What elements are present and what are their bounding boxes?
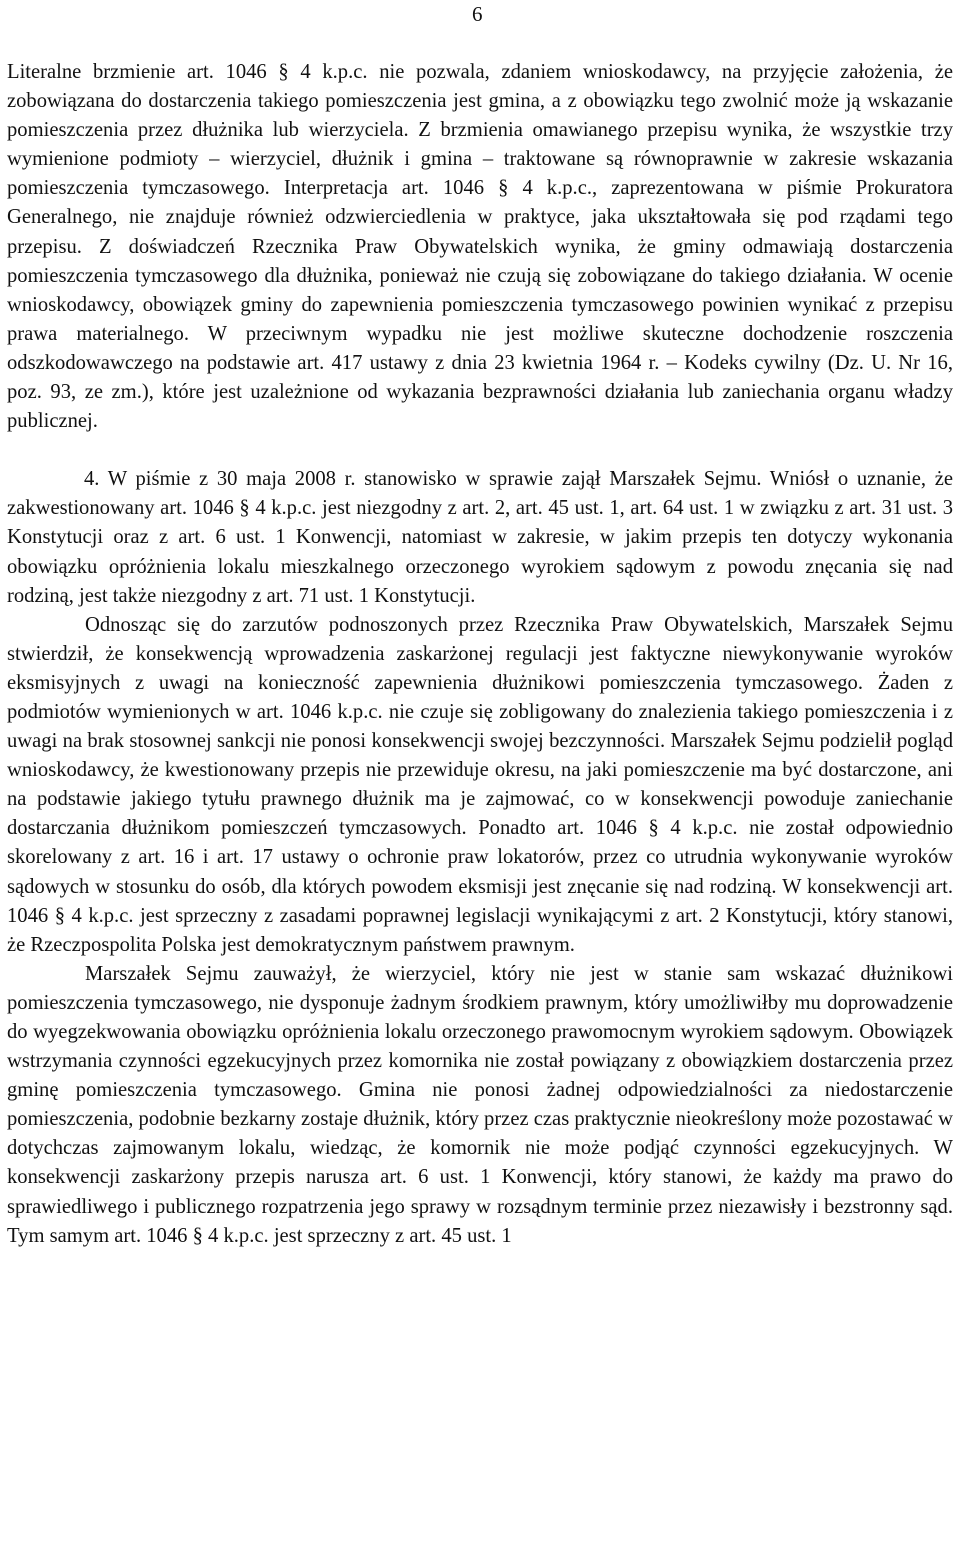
- paragraph-1: Literalne brzmienie art. 1046 § 4 k.p.c. nie pozwala, zdaniem wnioskodawcy, na przyjęcie założenia, że zobowiązana do dostarczenia takiego pomieszczenia jest gmina, a z obowiązku tego zwolnić może ją wskazanie pomieszczenia przez dłużnika lub wierzyciela. Z brzmienia omawianego przepisu wynika, że wszystkie trzy wymienione podmioty – wierzyciel, dłużnik i gmina – traktowane są równoprawnie w zakresie wskazania pomieszczenia tymczasowego. Interpretacja art. 1046 § 4 k.p.c., zaprezentowana w piśmie Prokuratora Generalnego, nie znajduje również odzwierciedlenia w praktyce, jaka ukształtowała się pod rządami tego przepisu. Z doświadczeń Rzecznika Praw Obywatelskich wynika, że gminy odmawiają dostarczenia pomieszczenia tymczasowego dla dłużnika, ponieważ nie czują się zobowiązane do takiego działania. W ocenie wnioskodawcy, obowiązek gminy do zapewnienia pomieszczenia tymczasowego powinien wynikać z przepisu prawa materialnego. W przeciwnym wypadku nie jest możliwe skuteczne dochodzenie roszczenia odszkodowawczego na podstawie art. 417 ustawy z dnia 23 kwietnia 1964 r. – Kodeks cywilny (Dz. U. Nr 16, poz. 93, ze zm.), które jest uzależnione od wykazania bezprawności działania lub zaniechania organu władzy publicznej.: [7, 61, 953, 433]
- paragraph-2: 4. W piśmie z 30 maja 2008 r. stanowisko w sprawie zajął Marszałek Sejmu. Wniósł o uznanie, że zakwestionowany art. 1046 § 4 k.p.c. jest niezgodny z art. 2, art. 45 ust. 1, art. 64 ust. 1 w związku z art. 31 ust. 3 Konstytucji oraz z art. 6 ust. 1 Konwencji, natomiast w zakresie, w jakim przepis ten dotyczy wykonania obowiązku opróżnienia lokalu mieszkalnego orzeczonego wyrokiem sądowym z powodu znęcania się nad rodziną, jest także niezgodny z art. 71 ust. 1 Konstytucji.: [7, 468, 953, 607]
- document-body: [7, 58, 953, 1251]
- page-number: 6: [472, 2, 483, 26]
- paragraph-4: Marszałek Sejmu zauważył, że wierzyciel, który nie jest w stanie sam wskazać dłużnikowi pomieszczenia tymczasowego, nie dysponuje żadnym środkiem prawnym, który umożliwiłby mu doprowadzenie do wyegzekwowania obowiązku opróżnienia lokalu orzeczonego prawomocnym wyrokiem sądowym. Obowiązek wstrzymania czynności egzekucyjnych przez komornika nie został powiązany z obowiązkiem dostarczenia przez gminę pomieszczenia tymczasowego. Gmina nie ponosi żadnej odpowiedzialności za niedostarczenie pomieszczenia, podobnie bezkarny zostaje dłużnik, który przez czas praktycznie nieokreślony może pozostawać w dotychczas zajmowanym lokalu, wiedząc, że komornik nie może podjąć czynności egzekucyjnych. W konsekwencji zaskarżony przepis narusza art. 6 ust. 1 Konwencji, który stanowi, że każdy ma prawo do sprawiedliwego i publicznego rozpatrzenia jego sprawy w rozsądnym terminie przez niezawisły i bezstronny sąd. Tym samym art. 1046 § 4 k.p.c. jest sprzeczny z art. 45 ust. 1: [7, 962, 953, 1247]
- paragraph-3: Odnosząc się do zarzutów podnoszonych przez Rzecznika Praw Obywatelskich, Marszałek Sejmu stwierdził, że konsekwencją wprowadzenia zaskarżonej regulacji jest faktyczne niewykonywanie wyroków eksmisyjnych z uwagi na konieczność zapewnienia dłużnikowi pomieszczenia tymczasowego. Żaden z podmiotów wymienionych w art. 1046 k.p.c. nie czuje się zobligowany do znalezienia takiego pomieszczenia i z uwagi na brak stosownej sankcji nie ponosi konsekwencji swojej bezczynności. Marszałek Sejmu podzielił pogląd wnioskodawcy, że kwestionowany przepis nie przewiduje okresu, na jaki pomieszczenie ma być dostarczone, ani na podstawie jakiego tytułu prawnego dłużnik ma je zajmować, co w konsekwencji powoduje zaniechanie dostarczania dłużnikom pomieszczeń tymczasowych. Ponadto art. 1046 § 4 k.p.c. nie został odpowiednio skorelowany z art. 16 i art. 17 ustawy o ochronie praw lokatorów, przez co utrudnia wykonywanie wyroków sądowych w stosunku do osób, dla których powodem eksmisji jest znęcanie się nad rodziną. W konsekwencji art. 1046 § 4 k.p.c. jest sprzeczny z zasadami poprawnej legislacji wynikającymi z art. 2 Konstytucji, który stanowi, że Rzeczpospolita Polska jest demokratycznym państwem prawnym.: [7, 613, 953, 956]
